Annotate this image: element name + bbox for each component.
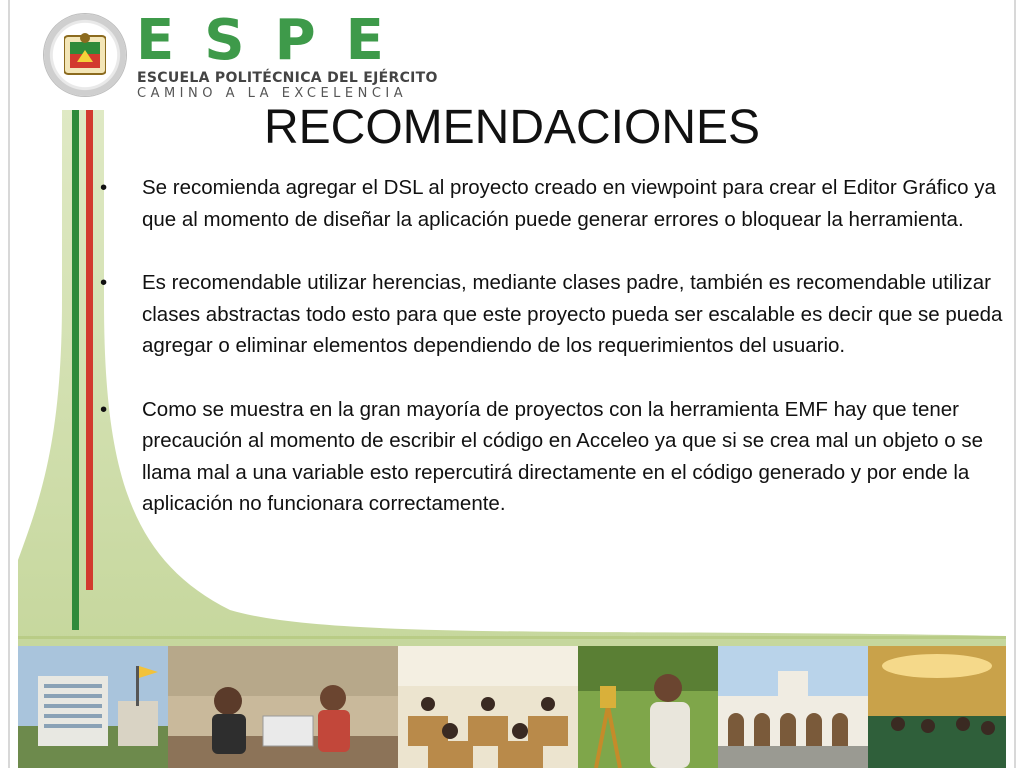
bullet-item <box>100 394 1005 520</box>
campus-building-photo <box>18 646 168 768</box>
surveying-photo <box>578 646 718 768</box>
red-stripe <box>86 110 93 590</box>
classroom-photo <box>398 646 578 768</box>
colonial-building-photo <box>718 646 868 768</box>
students-computer-photo <box>168 646 398 768</box>
bullet-marker: • <box>100 397 108 421</box>
bullet-text: Se recomienda agregar el DSL al proyecto creado en viewpoint para crear el Editor Gráfico ya que al momento de diseñar la aplicación puede generar errores o bloquear la herramienta. <box>142 176 996 231</box>
photo-strip <box>18 646 1006 768</box>
university-seal-icon <box>44 14 126 96</box>
bullet-text: Como se muestra en la gran mayoría de proyectos con la herramienta EMF hay que tener precaución al momento de escribir el código en Acceleo ya que si se crea mal un objeto o se llama mal a una variable esto repercutirá directamente en el código generado y por ende la aplicación no funcionara correctamente. <box>142 397 983 515</box>
coat-of-arms-icon <box>64 32 106 78</box>
bullet-list <box>100 172 1005 552</box>
bullet-text: Es recomendable utilizar herencias, mediante clases padre, también es recomendable utilizar clases abstractas todo esto para que este proyecto pueda ser escalable es decir que se pueda agregar o eliminar elementos dependiendo de los requerimientos del usuario. <box>142 271 1003 357</box>
espe-logo-text: ESPE <box>136 8 414 73</box>
bullet-marker: • <box>100 271 108 294</box>
green-stripe <box>72 110 79 630</box>
bullet-item <box>100 172 1005 235</box>
school-motto: CAMINO A LA EXCELENCIA <box>137 86 408 101</box>
slide-title: RECOMENDACIONES <box>263 101 761 154</box>
bullet-item <box>100 267 1005 362</box>
bullet-marker: • <box>100 176 108 199</box>
school-name: ESCUELA POLITÉCNICA DEL EJÉRCITO <box>137 70 438 86</box>
auditorium-photo <box>868 646 1006 768</box>
